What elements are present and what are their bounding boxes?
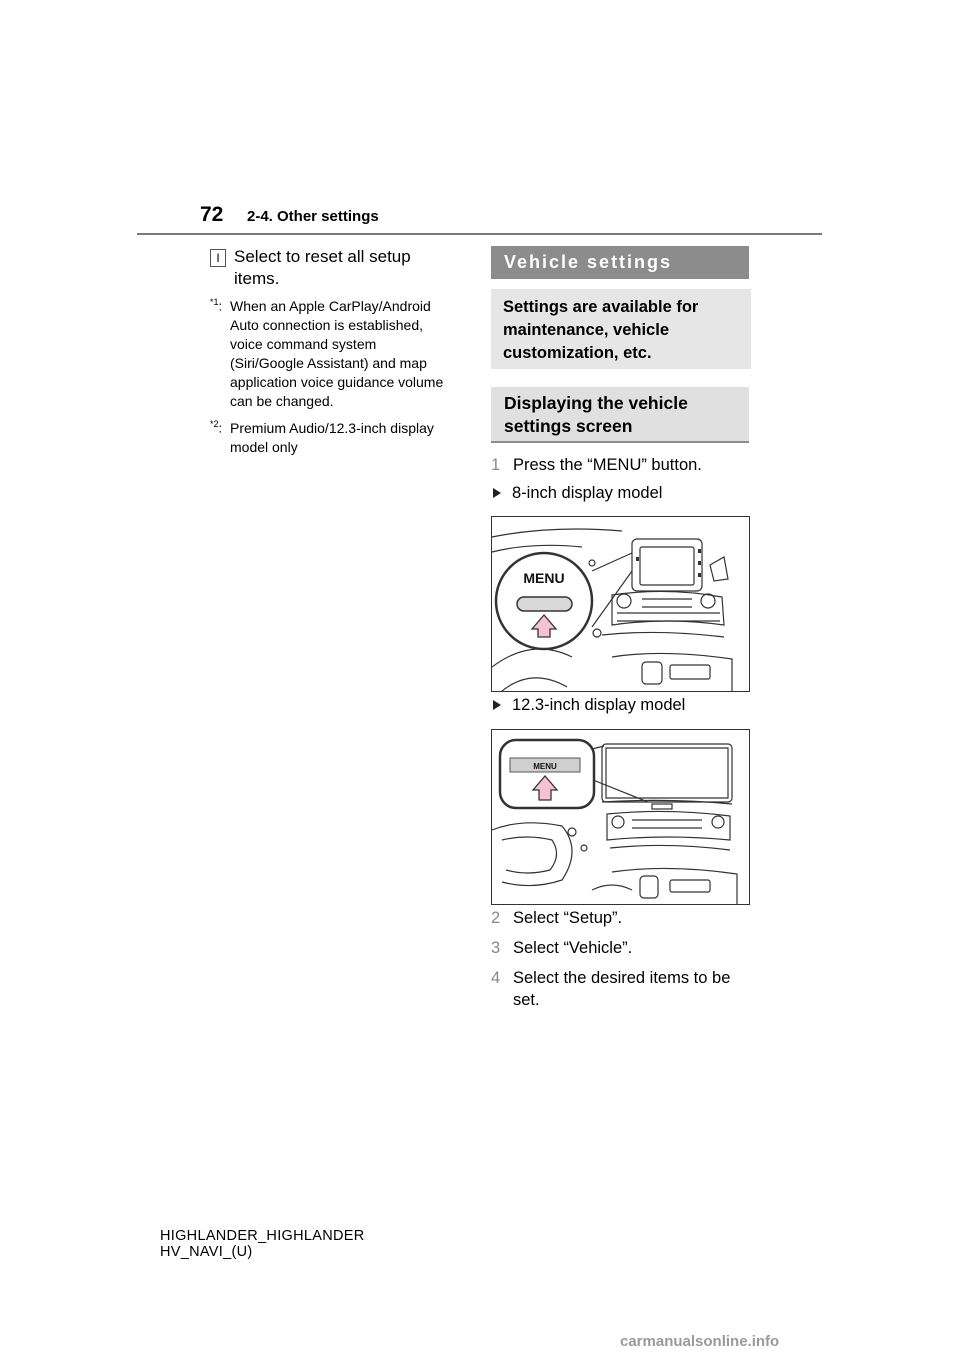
page-number: 72 xyxy=(200,203,224,226)
step-text: Press the “MENU” button. xyxy=(513,456,702,474)
dashboard-illustration-12inch xyxy=(492,730,749,904)
model-label-12inch: 12.3-inch display model xyxy=(493,694,685,716)
step-text: Select “Vehicle”. xyxy=(513,939,633,957)
reset-item-text: Select to reset all setup items. xyxy=(234,247,411,288)
step-3 xyxy=(491,937,741,959)
footnote-2 xyxy=(212,419,452,457)
header-divider xyxy=(137,233,822,235)
step-text: Select the desired items to be set. xyxy=(513,969,731,1009)
figure-12inch-dashboard xyxy=(491,729,750,905)
figure-8inch-dashboard xyxy=(491,516,750,692)
menu-button-label: MENU xyxy=(523,570,565,586)
footer-code xyxy=(160,1228,365,1260)
triangle-bullet-icon xyxy=(493,700,501,710)
step-4 xyxy=(491,967,741,1011)
step-number: 4 xyxy=(491,969,501,987)
intro-box: Settings are available for maintenance, vehicle customization, etc. xyxy=(491,289,751,369)
reset-item xyxy=(210,246,450,290)
model-label-8inch: 8-inch display model xyxy=(493,482,662,504)
step-number: 1 xyxy=(491,456,501,474)
menu-button-label: MENU xyxy=(533,762,557,771)
section-heading: Vehicle settings xyxy=(491,246,749,279)
footnote-mark: $^{*1}$: xyxy=(210,297,223,314)
dashboard-illustration-8inch xyxy=(492,517,749,691)
sub-heading: Displaying the vehicle settings screen xyxy=(491,387,749,443)
step-text: Select “Setup”. xyxy=(513,909,623,927)
step-2 xyxy=(491,907,741,929)
footer-line-1: HIGHLANDER_HIGHLANDER xyxy=(160,1228,365,1244)
footer-line-2: HV_NAVI_(U) xyxy=(160,1244,253,1260)
step-number: 2 xyxy=(491,909,501,927)
footnote-text: Premium Audio/12.3-inch display model only xyxy=(230,420,434,455)
key-i-icon: I xyxy=(210,249,226,267)
section-title: 2-4. Other settings xyxy=(247,208,379,225)
footnote-mark: $^{*2}$: xyxy=(210,419,223,436)
step-1 xyxy=(491,454,741,476)
step-number: 3 xyxy=(491,939,501,957)
watermark: carmanualsonline.info xyxy=(620,1333,780,1350)
footnote-text: When an Apple CarPlay/Android Auto connection is established, voice command system (Siri/Google Assistant) and map application voice guidance volume can be changed. xyxy=(230,298,444,409)
footnote-1 xyxy=(212,297,452,411)
triangle-bullet-icon xyxy=(493,488,501,498)
